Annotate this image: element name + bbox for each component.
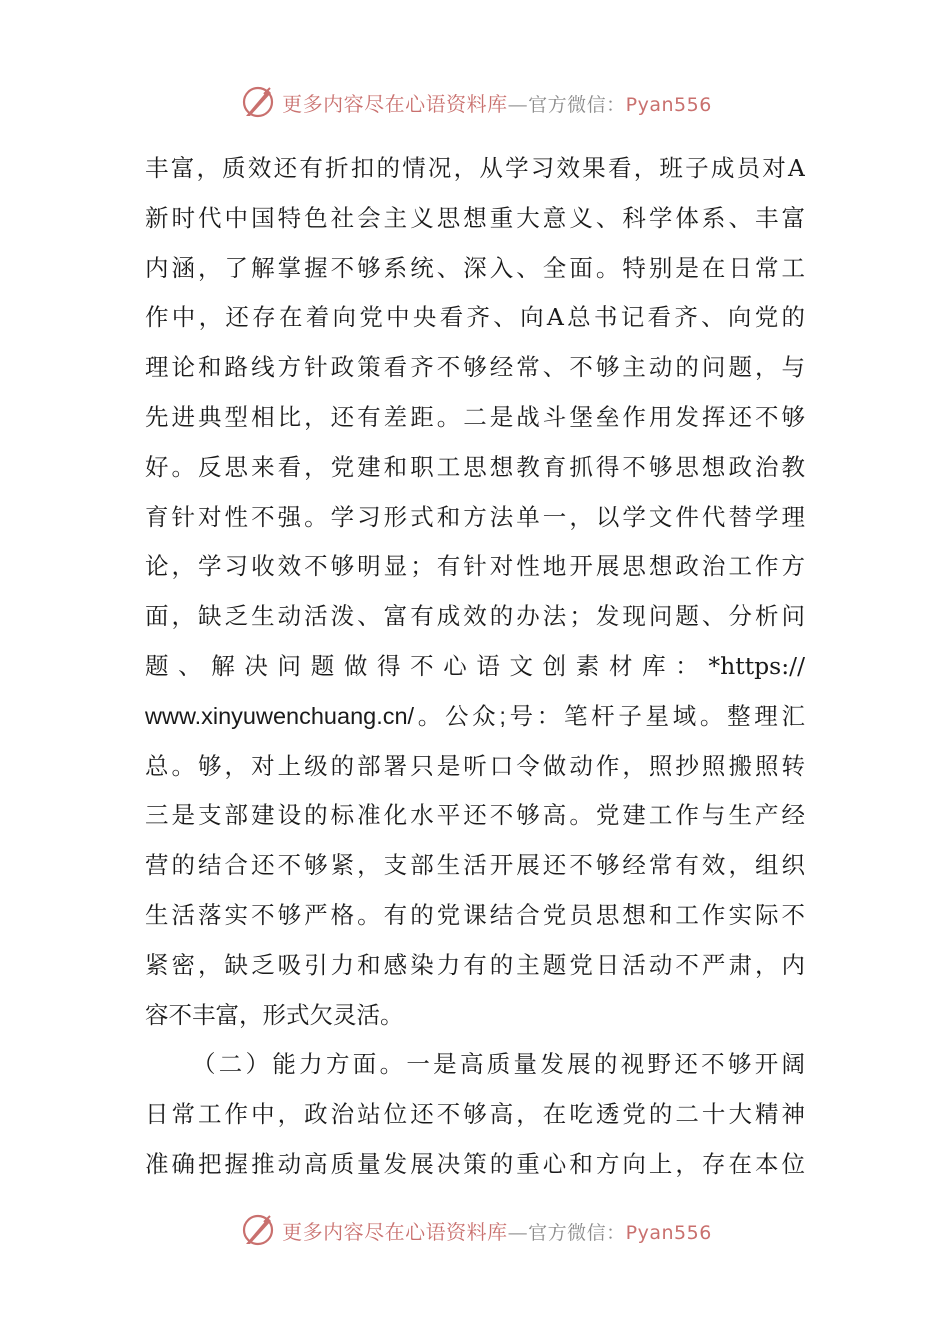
banner-brand: 更多内容尽在心语资料库 <box>282 1219 508 1244</box>
text-line: 论，学习收效不够明显；有针对性地开展思想政治工作方 <box>145 552 805 581</box>
banner-brand: 更多内容尽在心语资料库 <box>282 91 508 116</box>
text-line: 育针对性不强。学习形式和方法单一，以学文件代替学理 <box>145 502 805 531</box>
quill-pen-icon <box>238 82 278 122</box>
text-line: 丰富，质效还有折扣的情况，从学习效果看，班子成员对A <box>145 154 805 182</box>
text-line: 营的结合还不够紧，支部生活开展还不够经常有效，组织 <box>145 851 805 880</box>
banner-separator: — <box>507 91 529 116</box>
section-heading-line: （二）能力方面。一是高质量发展的视野还不够开阔 <box>192 1050 805 1079</box>
text-line: 内涵，了解掌握不够系统、深入、全面。特别是在日常工 <box>145 253 805 282</box>
text-line-url: www.xinyuwenchuang.cn/。公众;号：笔杆子星域。整理汇 <box>145 702 805 729</box>
text-line: 题、解决问题做得不心语文创素材库：*https:// <box>145 651 805 680</box>
quill-pen-icon <box>238 1210 278 1250</box>
text-line: 生活落实不够严格。有的党课结合党员思想和工作实际不 <box>145 900 805 929</box>
banner-wechat-id: Pyan556 <box>625 1221 712 1244</box>
banner-wechat-id: Pyan556 <box>625 93 712 116</box>
text-line: 准确把握推动高质量发展决策的重心和方向上，存在本位 <box>145 1149 805 1178</box>
text-line: 先进典型相比，还有差距。二是战斗堡垒作用发挥还不够 <box>145 402 805 431</box>
text-line: 总。够，对上级的部署只是听口令做动作，照抄照搬照转 <box>145 751 805 780</box>
banner-wechat-label: 官方微信： <box>528 93 626 116</box>
text-line: 面，缺乏生动活泼、富有成效的办法；发现问题、分析问 <box>145 602 805 631</box>
header-watermark-banner <box>0 80 950 124</box>
banner-wechat-label: 官方微信： <box>528 1221 626 1244</box>
text-line: 好。反思来看，党建和职工思想教育抓得不够思想政治教 <box>145 452 805 481</box>
text-line: 容不丰富，形式欠灵活。 <box>145 1000 404 1029</box>
banner-separator: — <box>507 1219 529 1244</box>
banner-text <box>282 1216 712 1245</box>
text-line: 三是支部建设的标准化水平还不够高。党建工作与生产经 <box>145 801 805 830</box>
banner-text <box>282 88 712 117</box>
text-line: 理论和路线方针政策看齐不够经常、不够主动的问题，与 <box>145 353 805 382</box>
footer-watermark-banner <box>0 1208 950 1252</box>
document-body <box>145 144 805 1190</box>
text-line: 新时代中国特色社会主义思想重大意义、科学体系、丰富 <box>145 203 805 232</box>
text-line: 紧密，缺乏吸引力和感染力有的主题党日活动不严肃，内 <box>145 950 805 979</box>
text-line: 作中，还存在着向党中央看齐、向A总书记看齐、向党的 <box>145 303 805 332</box>
text-line: 日常工作中，政治站位还不够高，在吃透党的二十大精神 <box>145 1100 805 1129</box>
